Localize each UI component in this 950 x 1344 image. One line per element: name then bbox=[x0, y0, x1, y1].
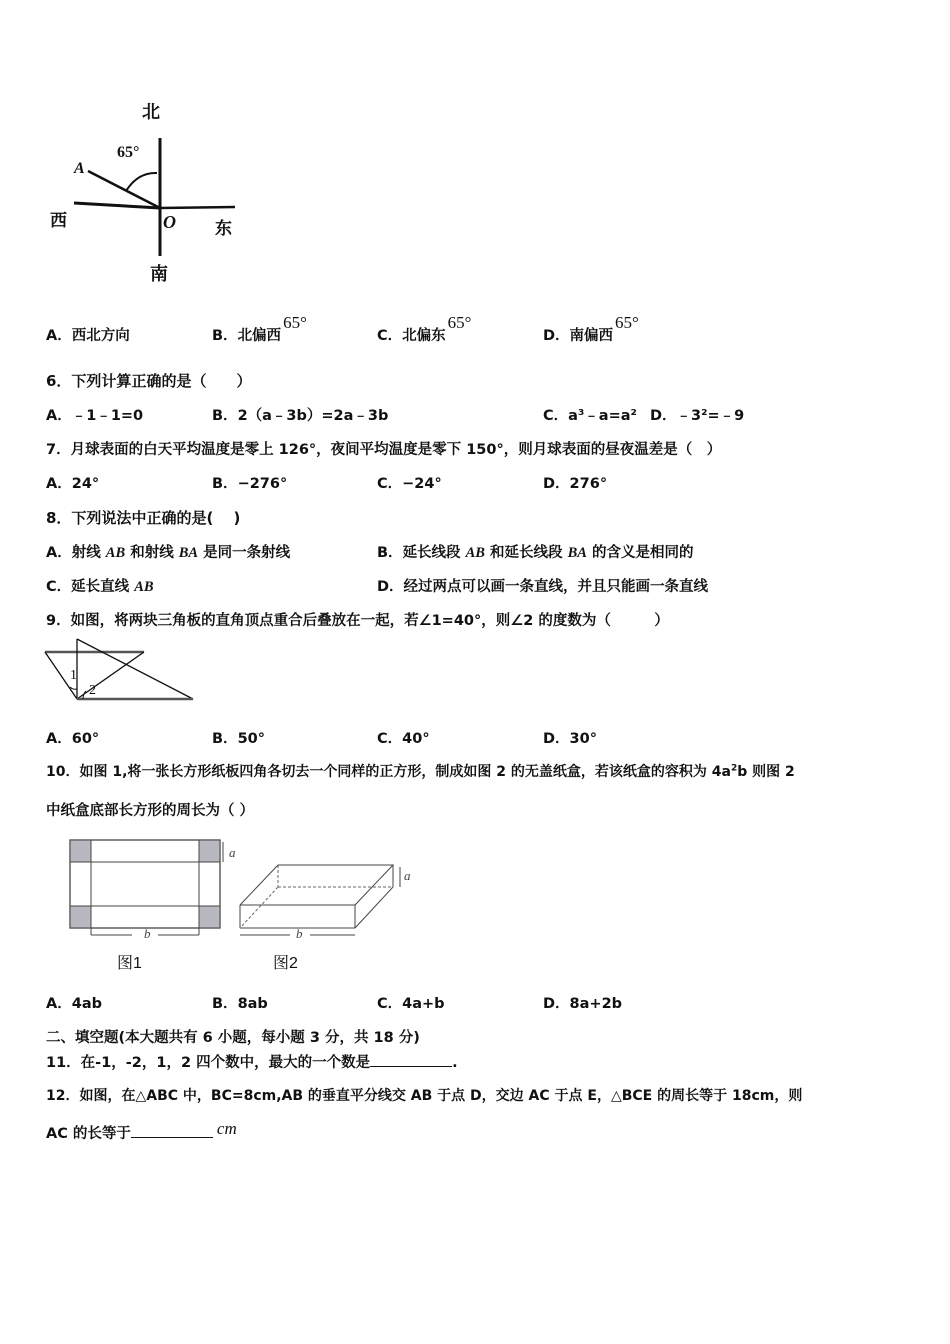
option-text: 4a+b bbox=[402, 996, 445, 1012]
option-letter: B． bbox=[377, 545, 403, 561]
option-letter: A． bbox=[46, 996, 72, 1012]
option-text: 经过两点可以画一条直线，并且只能画一条直线 bbox=[403, 579, 709, 595]
option-text: 30° bbox=[569, 731, 597, 747]
option-letter: A． bbox=[46, 476, 72, 492]
math-ab: AB bbox=[105, 545, 126, 561]
option-text: 60° bbox=[71, 731, 100, 747]
option-text: −276° bbox=[237, 476, 288, 492]
option-text: 北偏东 bbox=[402, 328, 446, 344]
option-letter: A． bbox=[46, 408, 72, 424]
q9-option-b[interactable] bbox=[212, 727, 265, 748]
q7-option-d[interactable] bbox=[543, 472, 607, 493]
q9-option-d[interactable] bbox=[543, 727, 597, 748]
fig1-label-b: b bbox=[144, 926, 151, 941]
option-text: 延长线段 bbox=[402, 545, 466, 561]
fig1-label-a: a bbox=[229, 845, 236, 860]
option-letter: B． bbox=[212, 731, 238, 747]
math-ba: BA bbox=[567, 545, 587, 561]
west-label: 西 bbox=[50, 211, 67, 231]
option-letter: B． bbox=[212, 476, 238, 492]
option-letter: C． bbox=[543, 408, 569, 424]
q5-option-a[interactable] bbox=[46, 324, 130, 345]
stem-text: b 则图 2 bbox=[737, 764, 795, 780]
open-box-figure-2 bbox=[230, 855, 420, 945]
option-text: −24° bbox=[402, 476, 442, 492]
option-text: 北偏西 bbox=[237, 328, 282, 344]
option-text: 延长直线 bbox=[71, 579, 135, 595]
option-letter: A． bbox=[46, 731, 72, 747]
option-text: 是同一条射线 bbox=[198, 545, 291, 561]
option-letter: D． bbox=[650, 408, 677, 424]
option-letter: B． bbox=[212, 408, 238, 424]
option-letter: C． bbox=[377, 996, 403, 1012]
option-text: 8a+2b bbox=[569, 996, 623, 1012]
option-letter: D． bbox=[377, 579, 404, 595]
q5-option-b[interactable] bbox=[212, 313, 307, 345]
q8-option-a[interactable] bbox=[46, 541, 290, 562]
option-text: ﹣1﹣1=0 bbox=[71, 408, 144, 424]
angle-2-label: 2 bbox=[89, 683, 96, 698]
q8-stem: 8．下列说法中正确的是( ) bbox=[46, 509, 241, 527]
option-letter: B． bbox=[212, 996, 238, 1012]
option-letter: D． bbox=[543, 476, 570, 492]
east-label: 东 bbox=[215, 219, 232, 239]
math-ab: AB bbox=[134, 579, 154, 595]
q11 bbox=[46, 1051, 458, 1072]
box-net-figure-1 bbox=[60, 830, 245, 945]
point-a-label: A bbox=[74, 160, 85, 177]
unit-cm: cm bbox=[216, 1119, 237, 1138]
option-text: 射线 bbox=[71, 545, 106, 561]
q12-stem-line1: 12．如图，在△ABC 中，BC=8cm,AB 的垂直平分线交 AB 于点 D，交边 AC 于点 E，△BCE 的周长等于 18cm，则 bbox=[46, 1088, 803, 1104]
north-label: 北 bbox=[142, 102, 160, 123]
option-text: a³﹣a=a² bbox=[568, 408, 637, 424]
option-text: 2（a﹣3b）=2a﹣3b bbox=[237, 408, 389, 424]
q12-stem-line2: AC 的长等于 bbox=[46, 1126, 131, 1142]
option-letter: C． bbox=[377, 731, 403, 747]
q6-option-b[interactable] bbox=[212, 404, 388, 425]
q7-option-a[interactable] bbox=[46, 472, 99, 493]
option-text: 8ab bbox=[237, 996, 268, 1012]
q10-option-c[interactable] bbox=[377, 992, 445, 1013]
option-letter: D． bbox=[543, 996, 570, 1012]
fig2-caption: 图2 bbox=[273, 955, 298, 972]
q6-option-d[interactable] bbox=[650, 404, 744, 425]
q5-option-c[interactable] bbox=[377, 313, 472, 345]
q8-option-d[interactable] bbox=[377, 575, 708, 596]
q7-option-b[interactable] bbox=[212, 472, 287, 493]
q5-option-d[interactable] bbox=[543, 313, 639, 345]
q10-option-d[interactable] bbox=[543, 992, 622, 1013]
q10-option-b[interactable] bbox=[212, 992, 268, 1013]
q9-option-a[interactable] bbox=[46, 727, 99, 748]
option-letter: D． bbox=[543, 731, 570, 747]
q6-stem: 6．下列计算正确的是（ ） bbox=[46, 372, 252, 390]
q11-answer-blank[interactable] bbox=[370, 1052, 452, 1067]
q10-option-a[interactable] bbox=[46, 992, 102, 1013]
section-heading: 二、填空题(本大题共有 6 小题，每小题 3 分，共 18 分) bbox=[46, 1030, 420, 1046]
option-text: 4ab bbox=[71, 996, 102, 1012]
q9-stem: 9．如图，将两块三角板的直角顶点重合后叠放在一起，若∠1=40°，则∠2 的度数为（ ） bbox=[46, 613, 669, 629]
fig2-label-a: a bbox=[404, 868, 411, 883]
q12-line2 bbox=[46, 1119, 237, 1143]
option-letter: C． bbox=[377, 328, 403, 344]
option-letter: C． bbox=[46, 579, 72, 595]
q7-option-c[interactable] bbox=[377, 472, 442, 493]
option-degree: 65° bbox=[615, 313, 639, 332]
option-text: 40° bbox=[402, 731, 430, 747]
option-letter: D． bbox=[543, 328, 570, 344]
q11-stem: 11．在-1，-2，1，2 四个数中，最大的一个数是 bbox=[46, 1055, 371, 1071]
q9-option-c[interactable] bbox=[377, 727, 430, 748]
q7-stem: 7．月球表面的白天平均温度是零上 126°，夜间平均温度是零下 150°，则月球表面的昼夜温差是（ ） bbox=[46, 442, 722, 458]
q10-stem-line1 bbox=[46, 761, 795, 781]
fig1-caption: 图1 bbox=[117, 955, 142, 972]
math-ab: AB bbox=[465, 545, 485, 561]
option-text: 276° bbox=[569, 476, 608, 492]
fig2-label-b: b bbox=[296, 926, 303, 941]
exponent: 2 bbox=[730, 763, 738, 774]
angle-label: 65° bbox=[117, 144, 140, 161]
triangle-boards-diagram bbox=[40, 630, 210, 710]
option-text: 和延长线段 bbox=[484, 545, 568, 561]
option-text: 24° bbox=[71, 476, 100, 492]
q12-answer-blank[interactable] bbox=[131, 1123, 213, 1138]
stem-text: 10．如图 1,将一张长方形纸板四角各切去一个同样的正方形，制成如图 2 的无盖纸盒，若该纸盒的容积为 4a bbox=[46, 764, 731, 780]
option-degree: 65° bbox=[447, 313, 472, 332]
option-text: 南偏西 bbox=[569, 328, 614, 344]
option-letter: C． bbox=[377, 476, 403, 492]
q11-period: . bbox=[452, 1055, 458, 1071]
q8-option-b[interactable] bbox=[377, 541, 693, 562]
angle-1-label: 1 bbox=[70, 668, 77, 683]
origin-label: O bbox=[163, 212, 176, 232]
option-text: 的含义是相同的 bbox=[586, 545, 694, 561]
math-ba: BA bbox=[178, 545, 199, 561]
option-letter: A． bbox=[46, 328, 72, 344]
q6-option-c[interactable] bbox=[543, 404, 637, 425]
option-text: 和射线 bbox=[125, 545, 179, 561]
option-text: 西北方向 bbox=[71, 328, 130, 344]
south-label: 南 bbox=[150, 264, 168, 285]
option-degree: 65° bbox=[283, 313, 307, 332]
option-text: 50° bbox=[237, 731, 265, 747]
q8-option-c[interactable] bbox=[46, 575, 154, 596]
option-letter: B． bbox=[212, 328, 238, 344]
option-text: ﹣3²=﹣9 bbox=[676, 408, 745, 424]
q10-stem-line2: 中纸盒底部长方形的周长为（ ） bbox=[46, 803, 255, 819]
q6-option-a[interactable] bbox=[46, 404, 143, 425]
option-letter: A． bbox=[46, 545, 72, 561]
